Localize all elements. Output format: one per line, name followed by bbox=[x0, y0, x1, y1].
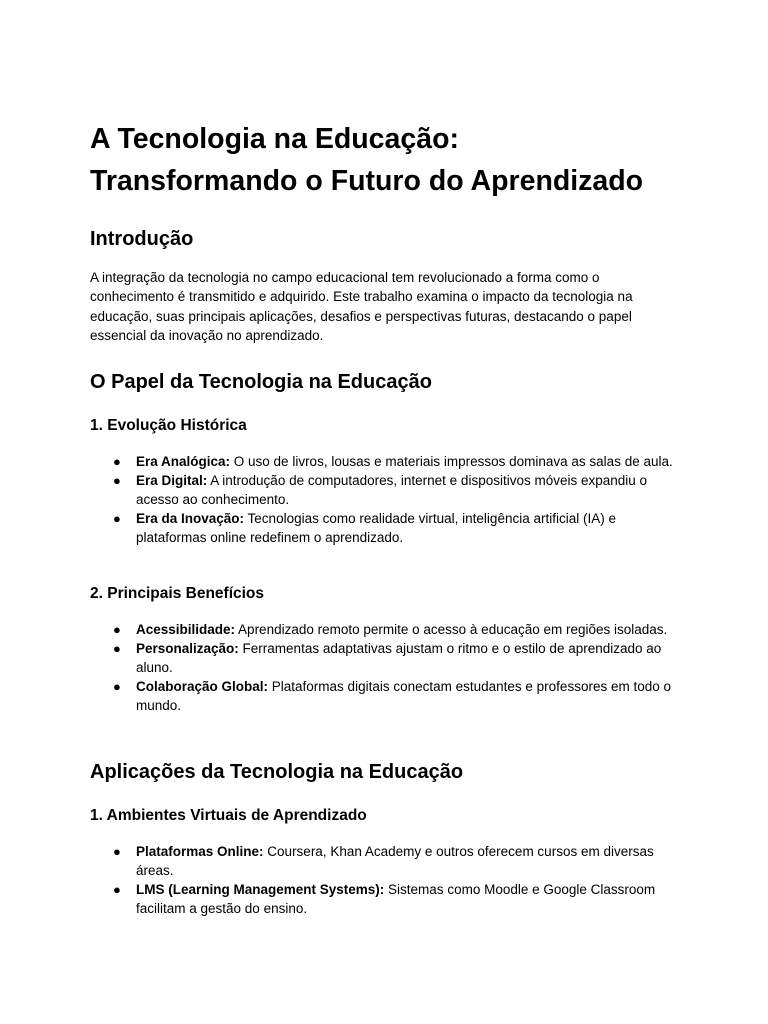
list-item-text: Sistemas como Moodle e Google Classroom facilitam a gestão do ensino. bbox=[136, 882, 656, 916]
list-item-text: Plataformas digitais conectam estudantes e professores em todo o mundo. bbox=[136, 679, 671, 713]
list-item bbox=[90, 842, 690, 880]
evolucao-list bbox=[90, 452, 690, 547]
list-item-text: Aprendizado remoto permite o acesso à educação em regiões isoladas. bbox=[235, 622, 668, 637]
list-item bbox=[90, 677, 690, 715]
evolucao-heading: 1. Evolução Histórica bbox=[90, 417, 247, 434]
list-item bbox=[90, 471, 690, 509]
list-item bbox=[90, 620, 690, 639]
beneficios-heading: 2. Principais Benefícios bbox=[90, 585, 265, 602]
bullet-icon: ● bbox=[113, 641, 121, 656]
beneficios-list bbox=[90, 620, 690, 715]
list-item-term: Personalização: bbox=[136, 641, 239, 656]
list-item-term: Era Analógica: bbox=[136, 454, 231, 469]
page-title bbox=[90, 118, 690, 202]
list-item-text: O uso de livros, lousas e materiais impressos dominava as salas de aula. bbox=[230, 454, 673, 469]
list-item-term: Era Digital: bbox=[136, 473, 208, 488]
papel-heading: O Papel da Tecnologia na Educação bbox=[90, 371, 432, 393]
list-item bbox=[90, 452, 690, 471]
intro-heading: Introdução bbox=[90, 228, 194, 250]
bullet-icon: ● bbox=[113, 454, 121, 469]
bullet-icon: ● bbox=[113, 473, 121, 488]
bullet-icon: ● bbox=[113, 844, 121, 859]
list-item-term: Colaboração Global: bbox=[136, 679, 269, 694]
list-item-text: Ferramentas adaptativas ajustam o ritmo e o estilo de aprendizado ao aluno. bbox=[136, 641, 662, 675]
page-title-line-1: A Tecnologia na Educação: bbox=[90, 123, 459, 155]
list-item-text: Coursera, Khan Academy e outros oferecem cursos em diversas áreas. bbox=[136, 844, 654, 878]
list-item-term: Era da Inovação: bbox=[136, 511, 245, 526]
list-item-text: Tecnologias como realidade virtual, inteligência artificial (IA) e plataformas online redefinem o aprendizado. bbox=[136, 511, 616, 545]
bullet-icon: ● bbox=[113, 882, 121, 897]
ambientes-list bbox=[90, 842, 690, 918]
bullet-icon: ● bbox=[113, 622, 121, 637]
bullet-icon: ● bbox=[113, 511, 121, 526]
list-item bbox=[90, 509, 690, 547]
list-item bbox=[90, 639, 690, 677]
aplicacoes-heading: Aplicações da Tecnologia na Educação bbox=[90, 761, 464, 783]
list-item-term: Plataformas Online: bbox=[136, 844, 264, 859]
list-item-term: Acessibilidade: bbox=[136, 622, 236, 637]
list-item bbox=[90, 880, 690, 918]
list-item-text: A introdução de computadores, internet e dispositivos móveis expandiu o acesso ao conhecimento. bbox=[136, 473, 648, 507]
bullet-icon: ● bbox=[113, 679, 121, 694]
intro-paragraph: A integração da tecnologia no campo educacional tem revolucionado a forma como o conhecimento é transmitido e adquirido. Este trabalho examina o impacto da tecnologia na educação, suas principais aplicações, desafios e perspectivas futuras, destacando o papel essencial da inovação no aprendizado. bbox=[90, 270, 633, 344]
ambientes-heading: 1. Ambientes Virtuais de Aprendizado bbox=[90, 807, 367, 824]
list-item-term: LMS (Learning Management Systems): bbox=[136, 882, 385, 897]
page-title-line-2: Transformando o Futuro do Aprendizado bbox=[90, 165, 644, 197]
